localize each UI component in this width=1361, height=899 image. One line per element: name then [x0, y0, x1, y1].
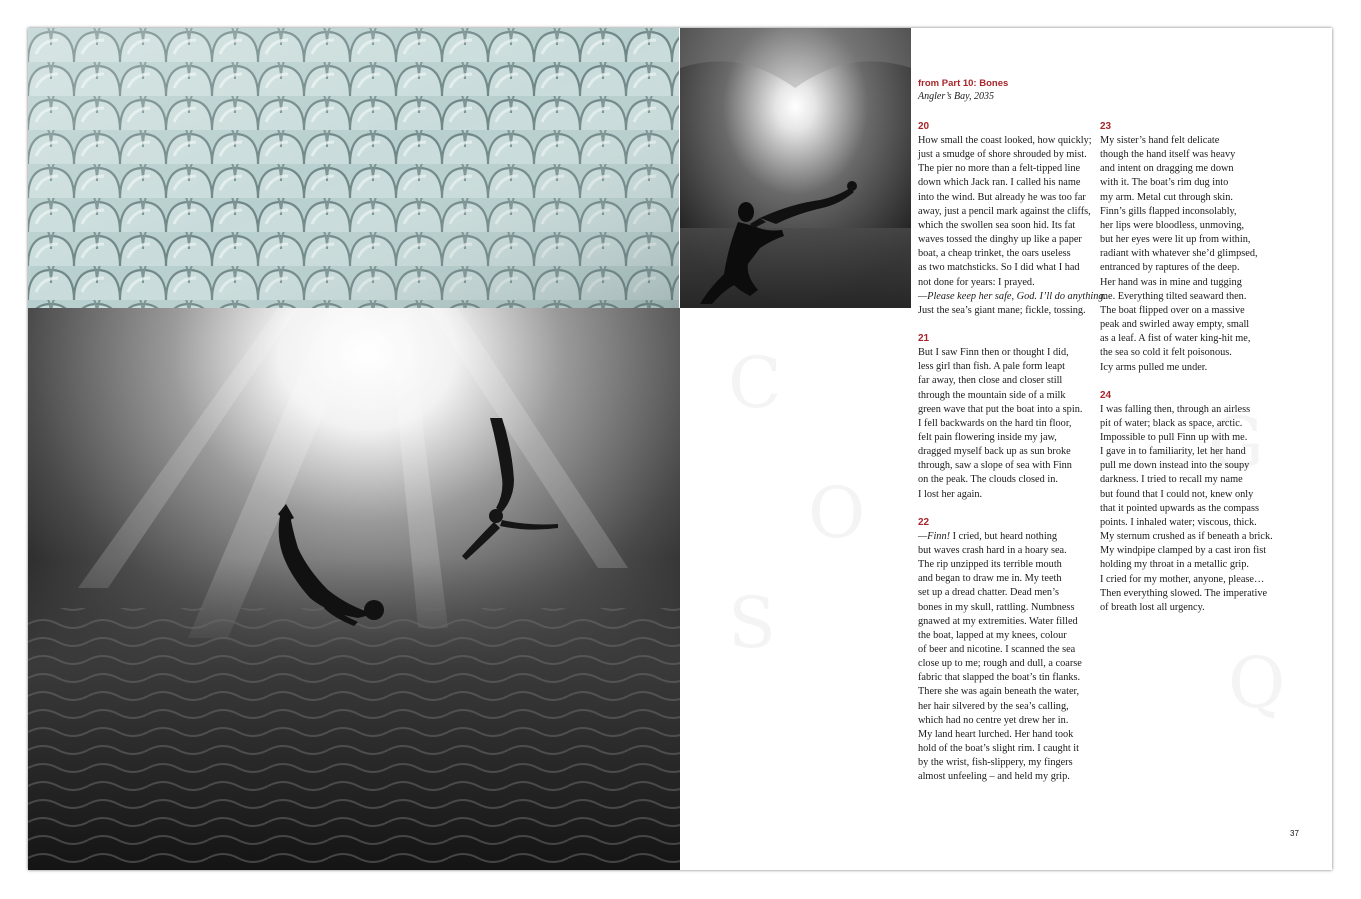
poem-line: pit of water; black as space, arctic.	[1100, 417, 1243, 429]
poem-line: and intent on dragging me down	[1100, 163, 1234, 175]
poem-line: I was falling then, through an airless	[1100, 403, 1251, 415]
poem-line: bones in my skull, rattling. Numbness	[918, 601, 1075, 613]
background-lettering: G	[1208, 402, 1264, 484]
poem-line: holding my throat in a metallic grip.	[1100, 559, 1249, 571]
poem-line: How small the coast looked, how quickly;	[918, 135, 1092, 146]
poem-line: There she was again beneath the water,	[918, 686, 1080, 698]
poem-line: me. Everything tilted seaward then.	[1100, 290, 1247, 302]
poem-line: hold of the boat’s slight rim. I caught it	[918, 743, 1080, 755]
background-lettering: O	[808, 472, 866, 554]
poem-line: points. I inhaled water; viscous, thick.	[1100, 516, 1257, 528]
poem-line: peak and swirled away empty, small	[1100, 319, 1250, 331]
poem-line: But I saw Finn then or thought I did,	[918, 347, 1069, 359]
poem-line: darkness. I tried to recall my name	[1100, 474, 1243, 486]
poem-line: dragged myself back up as sun broke	[918, 446, 1071, 458]
fish-scales-photo	[28, 28, 679, 308]
magazine-spread	[28, 28, 1332, 870]
poem-line: gnawed at my extremities. Water filled	[918, 615, 1078, 627]
poem-line: but found that I could not, knew only	[1100, 488, 1254, 500]
stanza-number: 23	[1100, 121, 1112, 132]
poem-line: of breath lost all urgency.	[1100, 601, 1205, 613]
poem-line: The rip unzipped its terrible mouth	[918, 559, 1062, 571]
underwater-diver-photo	[680, 28, 911, 308]
poem-column-right	[1100, 120, 1280, 629]
stanza-number: 24	[1100, 389, 1112, 401]
poem-line: her lips were bloodless, unmoving,	[1100, 219, 1245, 231]
poem-line: away, just a pencil mark against the cliffs,	[918, 205, 1091, 217]
poem-line: Icy arms pulled me under.	[1100, 361, 1208, 373]
poem-line: My sister’s hand felt delicate	[1100, 135, 1220, 146]
poem-line: My sternum crushed as if beneath a brick.	[1100, 531, 1273, 543]
page-number: 37	[1290, 829, 1299, 838]
poem-line: I gave in to familiarity, let her hand	[1100, 446, 1246, 458]
stanza	[1100, 120, 1280, 375]
poem-line: radiant with whatever she’d glimpsed,	[1100, 248, 1258, 260]
poem-line: close up to me; rough and dull, a coarse	[918, 658, 1082, 670]
poem-line: and began to draw me in. My teeth	[918, 573, 1062, 585]
poem-line: Just the sea’s giant mane; fickle, tossing.	[918, 304, 1086, 316]
poem-line: which the swollen sea soon hid. Its fat	[918, 219, 1076, 231]
poem-line: Finn’s gills flapped inconsolably,	[1100, 205, 1237, 217]
stanza	[1100, 389, 1280, 615]
poem-line: I cried for my mother, anyone, please…	[1100, 573, 1265, 585]
poem-line: as a leaf. A fist of water king-hit me,	[1100, 333, 1251, 345]
underwater-swimmers-photo	[28, 308, 680, 870]
poem-line: I lost her again.	[918, 488, 983, 500]
poem-line: boat, a cheap trinket, the oars useless	[918, 248, 1071, 260]
poem-line: the boat, lapped at my knees, colour	[918, 629, 1067, 641]
poem-line: entranced by raptures of the deep.	[1100, 262, 1240, 274]
poem-line: The pier no more than a felt-tipped line	[918, 163, 1081, 175]
poem-line: The boat flipped over on a massive	[1100, 304, 1245, 316]
stanza	[918, 332, 1098, 502]
poem-line: on the peak. The clouds closed in.	[918, 474, 1058, 486]
poem-line: Her hand was in mine and tugging	[1100, 276, 1242, 288]
poem-line: her hair silvered by the sea’s calling,	[918, 700, 1069, 712]
poem-line: through, saw a slope of sea with Finn	[918, 460, 1072, 472]
poem-line: not done for years: I prayed.	[918, 276, 1035, 288]
stanza-number: 22	[918, 516, 930, 528]
poem-line: Then everything slowed. The imperative	[1100, 587, 1268, 599]
background-lettering: C	[728, 342, 782, 424]
poem-line: into the wind. But already he was too far	[918, 191, 1086, 203]
poem-line: my arm. Metal cut through skin.	[1100, 191, 1233, 203]
poem-line: of beer and nicotine. I scanned the sea	[918, 644, 1076, 655]
poem-line: which had no centre yet drew her in.	[918, 714, 1069, 726]
poem-line: far away, then close and closer still	[918, 375, 1063, 387]
poem-line: down which Jack ran. I called his name	[918, 177, 1081, 189]
poem-line: pull me down instead into the soupy	[1100, 460, 1250, 472]
poem-line: though the hand itself was heavy	[1100, 149, 1236, 161]
poem-line: green wave that put the boat into a spin.	[918, 403, 1083, 415]
stanza-number: 21	[918, 333, 930, 345]
poem-line: almost unfeeling – and held my grip.	[918, 771, 1070, 783]
poem-line: but waves crash hard in a hoary sea.	[918, 544, 1067, 556]
background-lettering: S	[728, 582, 776, 664]
poem-line: waves tossed the dinghy up like a paper	[918, 234, 1082, 246]
poem-line: by the wrist, fish-slippery, my fingers	[918, 757, 1073, 769]
poem-line: the sea so cold it felt poisonous.	[1100, 347, 1232, 359]
poem-line: —Please keep her safe, God. I’ll do anything.	[918, 290, 1107, 302]
poem-line: fabric that slapped the boat’s tin flanks.	[918, 672, 1081, 684]
poem-line: felt pain flowering inside my jaw,	[918, 431, 1057, 443]
poem-line: —Finn! I cried, but heard nothing	[918, 530, 1057, 542]
poem-line: less girl than fish. A pale form leapt	[918, 361, 1065, 373]
poem-line: I fell backwards on the hard tin floor,	[918, 417, 1072, 429]
poem-line: through the mountain side of a milk	[918, 389, 1066, 401]
poem-line: set up a dread chatter. Dead men’s	[918, 587, 1059, 599]
poem-line: that it pointed upwards as the compass	[1100, 502, 1259, 514]
poem-line: My windpipe clamped by a cast iron fist	[1100, 545, 1267, 557]
stanza-number: 20	[918, 121, 930, 132]
poem-line: but her eyes were lit up from within,	[1100, 234, 1251, 246]
poem-line: as two matchsticks. So I did what I had	[918, 262, 1080, 274]
section-subtitle: Angler’s Bay, 2035	[918, 91, 995, 102]
poem-line: just a smudge of shore shrouded by mist.	[918, 149, 1087, 161]
section-title: from Part 10: Bones	[918, 78, 1009, 89]
background-lettering: Q	[1228, 642, 1286, 724]
stanza	[918, 516, 1098, 785]
poem-line: with it. The boat’s rim dug into	[1100, 177, 1229, 189]
poem-line: Impossible to pull Finn up with me.	[1100, 431, 1248, 443]
poem-line: My land heart lurched. Her hand took	[918, 728, 1074, 740]
